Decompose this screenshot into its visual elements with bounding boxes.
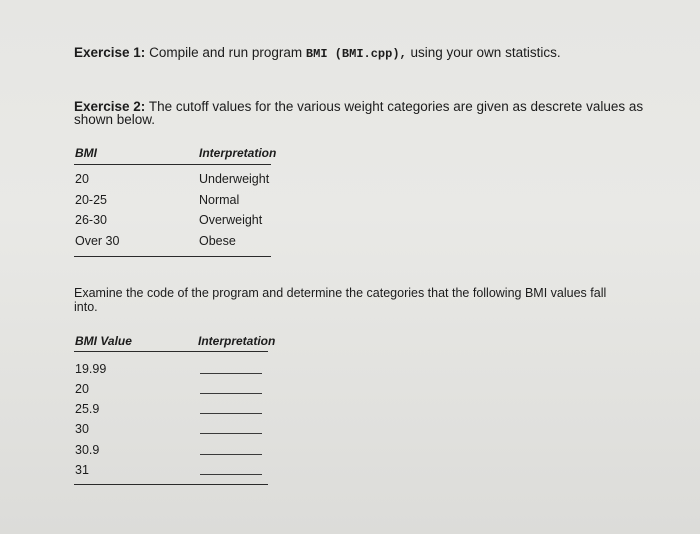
exercise-1-text-before: Compile and run program (149, 45, 303, 60)
value-header-bmi: BMI Value (75, 334, 132, 348)
cutoff-header-rule (74, 164, 271, 165)
answer-blank-3[interactable] (200, 413, 262, 414)
exercise-1-text-after: using your own statistics. (410, 45, 561, 60)
value-header-interpretation: Interpretation (198, 334, 276, 348)
exercise-1 (74, 45, 561, 61)
exercise-1-program: BMI (BMI.cpp), (305, 47, 407, 61)
cutoff-header-interpretation: Interpretation (199, 146, 277, 160)
cutoff-bmi-3: 26-30 (75, 213, 107, 227)
answer-blank-4[interactable] (200, 433, 262, 434)
cutoff-bmi-4: Over 30 (75, 234, 120, 248)
value-2: 20 (75, 382, 89, 396)
exercise-2-text: The cutoff values for the various weight categories are given as descrete values as (148, 99, 644, 114)
cutoff-bmi-2: 20-25 (75, 193, 107, 207)
cutoff-interp-1: Underweight (199, 172, 270, 186)
exercise-2-label: Exercise 2: (74, 99, 146, 114)
cutoff-interp-3: Overweight (199, 213, 263, 227)
cutoff-footer-rule (74, 256, 271, 257)
cutoff-bmi-1: 20 (75, 172, 89, 186)
value-6: 31 (75, 463, 89, 477)
value-header-rule (74, 351, 268, 352)
exercise-2-line-1 (74, 99, 643, 114)
answer-blank-6[interactable] (200, 474, 262, 475)
exercise-2-line-2: shown below. (74, 112, 156, 127)
value-5: 30.9 (75, 443, 100, 457)
examine-line-2: into. (74, 300, 98, 314)
exercise-1-label: Exercise 1: (74, 45, 146, 60)
answer-blank-2[interactable] (200, 393, 262, 394)
answer-blank-1[interactable] (200, 373, 262, 374)
examine-line-1: Examine the code of the program and determine the categories that the following BMI values fall (74, 286, 607, 300)
value-3: 25.9 (75, 402, 100, 416)
cutoff-header-bmi: BMI (75, 146, 97, 160)
value-footer-rule (74, 484, 268, 485)
value-1: 19.99 (75, 362, 107, 376)
value-4: 30 (75, 422, 89, 436)
cutoff-interp-2: Normal (199, 193, 240, 207)
cutoff-interp-4: Obese (199, 234, 236, 248)
answer-blank-5[interactable] (200, 454, 262, 455)
